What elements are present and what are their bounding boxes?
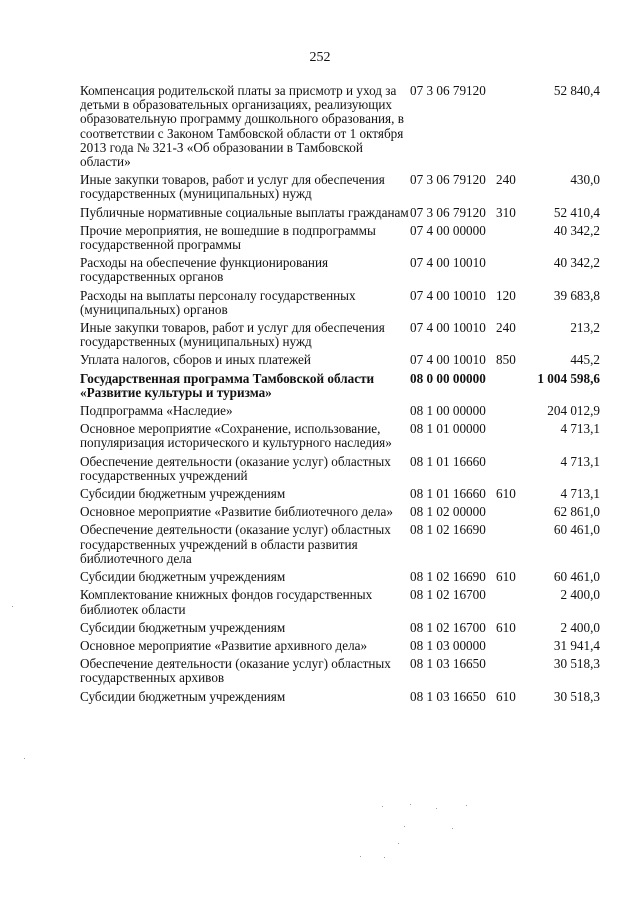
table-row — [80, 256, 600, 288]
row-name: Обеспечение деятельности (оказание услуг) областных государственных учреждений — [80, 453, 391, 483]
table-row — [80, 505, 600, 523]
row-expense-type — [496, 455, 536, 487]
row-expense-type: 610 — [496, 619, 516, 635]
row-code: 08 0 00 00000 — [410, 370, 486, 386]
row-amount: 60 461,0 — [553, 522, 600, 538]
row-name: Основное мероприятие «Развитие библиотечного дела» — [80, 504, 393, 520]
budget-table — [80, 84, 600, 708]
row-amount: 213,2 — [570, 320, 600, 336]
table-row — [80, 372, 600, 404]
table-row — [80, 321, 600, 353]
table-row — [80, 289, 600, 321]
row-name: Иные закупки товаров, работ и услуг для обеспечения государственных (муниципальных) нужд — [80, 320, 385, 350]
table-row — [80, 455, 600, 487]
table-row — [80, 422, 600, 454]
row-amount: 39 683,8 — [553, 287, 600, 303]
row-code: 08 1 03 16650 — [410, 688, 486, 704]
row-amount: 445,2 — [570, 352, 600, 368]
row-code: 08 1 03 00000 — [410, 637, 486, 653]
row-name: Обеспечение деятельности (оказание услуг) областных государственных архивов — [80, 656, 391, 686]
table-row — [80, 523, 600, 570]
budget-table-body — [80, 84, 600, 708]
table-row — [80, 690, 600, 708]
row-name: Публичные нормативные социальные выплаты гражданам — [80, 204, 409, 220]
row-code: 08 1 02 16690 — [410, 522, 486, 538]
row-name: Субсидии бюджетным учреждениям — [80, 619, 286, 635]
table-row — [80, 404, 600, 422]
row-amount: 4 713,1 — [560, 486, 600, 502]
row-expense-type — [496, 256, 536, 288]
row-name: Комплектование книжных фондов государственных библиотек области — [80, 587, 373, 617]
table-row — [80, 84, 600, 173]
row-amount: 430,0 — [570, 172, 600, 188]
row-code: 07 4 00 10010 — [410, 255, 486, 271]
row-expense-type: 120 — [496, 287, 516, 303]
row-expense-type — [496, 84, 536, 173]
row-code: 08 1 00 00000 — [410, 403, 486, 419]
row-amount: 2 400,0 — [560, 619, 600, 635]
row-amount: 2 400,0 — [560, 587, 600, 603]
row-expense-type: 610 — [496, 569, 516, 585]
row-expense-type — [496, 372, 536, 404]
row-expense-type — [496, 523, 536, 570]
row-amount: 4 713,1 — [560, 453, 600, 469]
row-name: Государственная программа Тамбовской области «Развитие культуры и туризма» — [80, 370, 375, 400]
row-code: 08 1 02 16700 — [410, 587, 486, 603]
table-row — [80, 621, 600, 639]
table-row — [80, 639, 600, 657]
row-code: 07 4 00 10010 — [410, 287, 486, 303]
row-name: Субсидии бюджетным учреждениям — [80, 688, 286, 704]
row-code: 08 1 01 00000 — [410, 421, 486, 437]
row-amount: 40 342,2 — [553, 222, 600, 238]
row-code: 08 1 02 16700 — [410, 619, 486, 635]
row-code: 08 1 01 16660 — [410, 486, 486, 502]
row-name: Прочие мероприятия, не вошедшие в подпрограммы государственной программы — [80, 222, 376, 253]
row-amount: 62 861,0 — [553, 504, 600, 520]
row-expense-type: 610 — [496, 688, 516, 704]
row-name: Иные закупки товаров, работ и услуг для обеспечения государственных (муниципальных) нужд — [80, 172, 385, 202]
row-name: Расходы на обеспечение функционирования государственных органов — [80, 255, 329, 285]
row-name: Основное мероприятие «Развитие архивного дела» — [80, 637, 368, 653]
row-code: 07 3 06 79120 — [410, 83, 486, 98]
row-expense-type: 610 — [496, 486, 516, 502]
row-code: 08 1 02 16690 — [410, 569, 486, 585]
row-code: 07 4 00 00000 — [410, 222, 486, 238]
table-row — [80, 353, 600, 371]
row-expense-type — [496, 224, 536, 256]
table-row — [80, 487, 600, 505]
row-expense-type — [496, 639, 536, 657]
row-amount: 52 410,4 — [553, 204, 600, 220]
row-amount: 4 713,1 — [560, 421, 600, 437]
row-amount: 60 461,0 — [553, 569, 600, 585]
row-amount: 52 840,4 — [553, 83, 600, 98]
row-code: 07 4 00 10010 — [410, 352, 486, 368]
row-expense-type: 310 — [496, 204, 516, 220]
table-row — [80, 570, 600, 588]
row-name: Субсидии бюджетным учреждениям — [80, 486, 286, 502]
table-row — [80, 588, 600, 620]
row-code: 08 1 03 16650 — [410, 656, 486, 672]
row-amount: 30 518,3 — [553, 688, 600, 704]
row-expense-type: 240 — [496, 172, 516, 188]
row-name: Субсидии бюджетным учреждениям — [80, 569, 286, 585]
table-row — [80, 206, 600, 224]
page-number: 252 — [309, 50, 331, 65]
row-amount: 30 518,3 — [553, 656, 600, 672]
row-amount: 204 012,9 — [547, 403, 600, 419]
row-code: 07 4 00 10010 — [410, 320, 486, 336]
row-code: 07 3 06 79120 — [410, 204, 486, 220]
row-expense-type: 850 — [496, 352, 516, 368]
row-expense-type — [496, 657, 536, 689]
row-expense-type — [496, 422, 536, 454]
row-name: Основное мероприятие «Сохранение, использование, популяризация исторического и культурного наследия» — [80, 421, 392, 451]
table-row — [80, 657, 600, 689]
row-code: 08 1 01 16660 — [410, 453, 486, 469]
row-name: Компенсация родительской платы за присмотр и уход за детьми в образовательных организациях, реализующих образовательную программу дошкольного образования, в соответствии с Законом Тамбовской области от 1 октября 2013 года № 321-З «Об образовании в Тамбовской области» — [80, 83, 404, 170]
row-code: 07 3 06 79120 — [410, 172, 486, 188]
row-name: Обеспечение деятельности (оказание услуг) областных государственных учреждений в области развития библиотечного дела — [80, 522, 391, 566]
row-name: Уплата налогов, сборов и иных платежей — [80, 352, 311, 368]
row-name: Расходы на выплаты персоналу государственных (муниципальных) органов — [80, 287, 356, 317]
row-expense-type — [496, 505, 536, 523]
row-amount: 1 004 598,6 — [537, 370, 600, 386]
row-expense-type — [496, 588, 536, 620]
row-expense-type: 240 — [496, 320, 516, 336]
row-amount: 31 941,4 — [553, 637, 600, 653]
row-code: 08 1 02 00000 — [410, 504, 486, 520]
row-expense-type — [496, 404, 536, 422]
table-row — [80, 173, 600, 205]
table-row — [80, 224, 600, 256]
row-name: Подпрограмма «Наследие» — [80, 403, 233, 419]
row-amount: 40 342,2 — [553, 255, 600, 271]
